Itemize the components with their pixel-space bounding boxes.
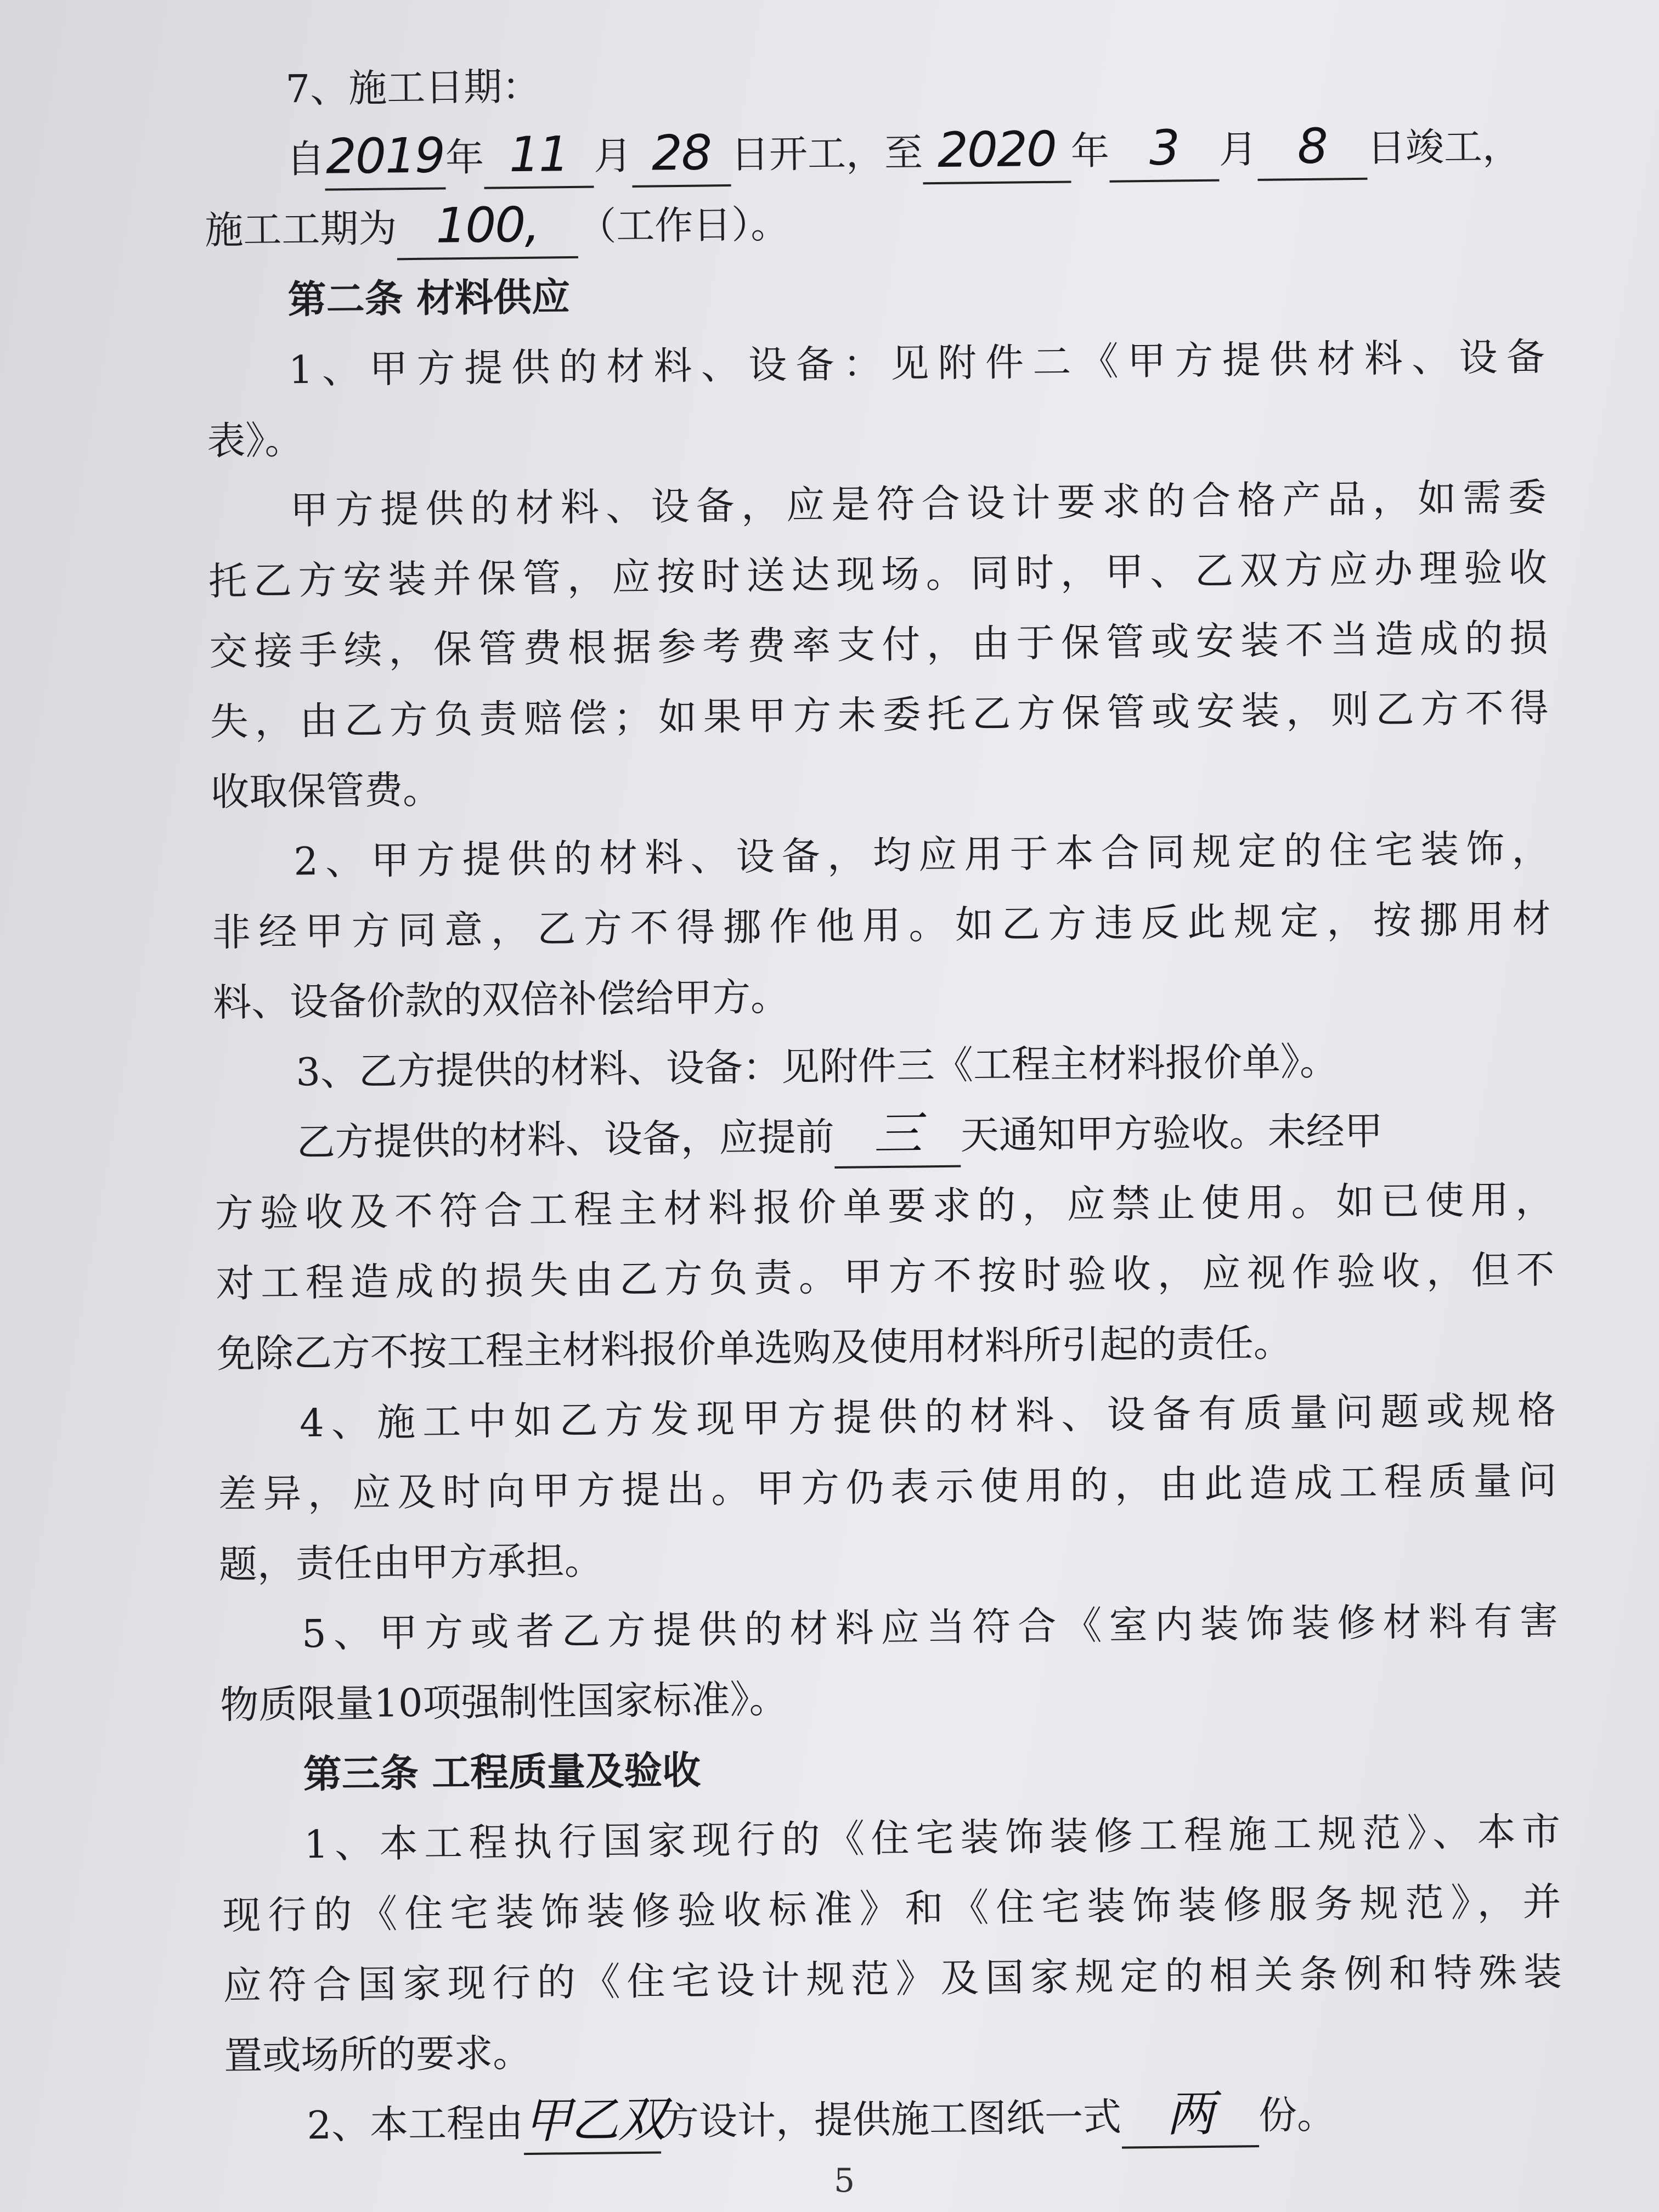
start-month-field — [484, 126, 594, 189]
copies-field — [1121, 2085, 1259, 2149]
article3-p1-line1: 1、本工程执行国家现行的《住宅装饰装修工程施工规范》、本市 — [303, 1809, 1561, 1867]
from-label: 自 — [286, 136, 325, 182]
article2-p3-line3: 料、设备价款的双倍补偿给甲方。 — [212, 974, 789, 1025]
article3-p2 — [224, 2077, 1564, 2162]
page-number: 5 — [834, 2162, 855, 2200]
article3-p1-line3: 应符合国家现行的《住宅设计规范》及国家规定的相关条例和特殊装 — [223, 1949, 1562, 2008]
year-label: 年 — [445, 134, 484, 180]
start-year-field — [325, 127, 446, 190]
end-year-handwritten: 2020 — [937, 120, 1057, 178]
article3-p1-line2: 现行的《住宅装饰装修验收标准》和《住宅装饰装修服务规范》，并 — [222, 1879, 1561, 1938]
advance-days-field — [834, 1105, 961, 1169]
article2-p5-line3: 对工程造成的损失由乙方负责。甲方不按时验收，应视作验收，但不 — [216, 1247, 1555, 1306]
article2-p6-line2: 差异，应及时向甲方提出。甲方仍表示使用的，由此造成工程质量问 — [218, 1458, 1557, 1517]
end-month-label: 月 — [1218, 126, 1258, 172]
article2-p2-line5: 收取保管费。 — [210, 767, 442, 815]
advance-days-handwritten: 三 — [873, 1105, 922, 1163]
to-label: 至 — [884, 130, 923, 176]
end-year-field — [922, 120, 1071, 184]
article2-p2-line2: 托乙方安装并保管，应按时送达现场。同时，甲、乙双方应办理验收 — [208, 545, 1548, 604]
article2-p4: 3、乙方提供的材料、设备：见附件三《工程主材料报价单》。 — [295, 1039, 1339, 1095]
copies-suffix: 份。 — [1258, 2092, 1336, 2138]
end-year-label: 年 — [1070, 128, 1110, 174]
article2-p2-line4: 失，由乙方负责赔偿；如果甲方未委托乙方保管或安装，则乙方不得 — [210, 685, 1549, 744]
period-suffix: （工作日）。 — [577, 201, 789, 249]
end-month-handwritten: 3 — [1149, 119, 1180, 176]
start-year-handwritten: 2019 — [325, 127, 445, 185]
section7-dates — [204, 111, 1543, 195]
designer-prefix: 2、本工程由 — [307, 2101, 524, 2148]
start-day-field — [632, 124, 731, 188]
article2-p5-line4: 免除乙方不按工程主材料报价单选购及使用材料所引起的责任。 — [216, 1320, 1293, 1376]
period-prefix: 施工工期为 — [204, 206, 397, 253]
article2-p5-line1 — [214, 1094, 1553, 1178]
end-suffix: 日竣工， — [1367, 123, 1521, 171]
article2-p7-line2: 物质限量10项强制性国家标准》。 — [220, 1677, 788, 1728]
article2-p5-line2: 方验收及不符合工程主材料报价单要求的，应禁止使用。如已使用， — [215, 1177, 1554, 1236]
period-field — [397, 196, 578, 260]
advance-notice-suffix: 天通知甲方验收。未经甲 — [960, 1108, 1384, 1158]
start-month-handwritten: 11 — [509, 126, 569, 183]
end-day-field — [1257, 117, 1367, 181]
article2-p6-line1: 4、施工中如乙方发现甲方提供的材料、设备有质量问题或规格 — [299, 1387, 1556, 1446]
contract-text — [203, 41, 1564, 2161]
article2-p2-line1: 甲方提供的材料、设备，应是符合设计要求的合格产品，如需委 — [290, 475, 1547, 533]
article2-p1-line1: 1、甲方提供的材料、设备：见附件二《甲方提供材料、设备 — [288, 334, 1545, 393]
article3-p1-line4: 置或场所的要求。 — [223, 2030, 532, 2079]
article2-p3-line1: 2、甲方提供的材料、设备，均应用于本合同规定的住宅装饰， — [293, 826, 1550, 884]
designer-field — [523, 2091, 665, 2155]
section7-title: 7、施工日期： — [285, 64, 541, 112]
advance-notice-prefix: 乙方提供的材料、设备，应提前 — [296, 1114, 835, 1165]
article2-p6-line3: 题，责任由甲方承担。 — [218, 1538, 603, 1587]
period-handwritten: 100, — [435, 196, 539, 254]
drawings-text: 方设计，提供施工图纸一式 — [660, 2094, 1122, 2145]
article2-p2-line3: 交接手续，保管费根据参考费率支付，由于保管或安装不当造成的损 — [208, 615, 1548, 674]
article3-heading: 第三条 工程质量及验收 — [303, 1747, 701, 1797]
copies-handwritten: 两 — [1166, 2085, 1214, 2142]
start-day-handwritten: 28 — [651, 124, 712, 182]
article2-p7-line1: 5、甲方或者乙方提供的材料应当符合《室内装饰装修材料有害 — [301, 1598, 1559, 1657]
designer-handwritten: 甲乙双 — [523, 2091, 665, 2149]
article2-p1-line2: 表》。 — [206, 417, 303, 464]
end-day-handwritten: 8 — [1297, 117, 1328, 175]
end-month-field — [1109, 119, 1219, 183]
month-label: 月 — [593, 133, 633, 179]
start-suffix: 日开工， — [730, 131, 885, 177]
article2-p3-line2: 非经甲方同意，乙方不得挪作他用。如乙方违反此规定，按挪用材 — [212, 896, 1551, 955]
article2-heading: 第二条 材料供应 — [287, 274, 571, 323]
section7-period — [205, 181, 1544, 266]
